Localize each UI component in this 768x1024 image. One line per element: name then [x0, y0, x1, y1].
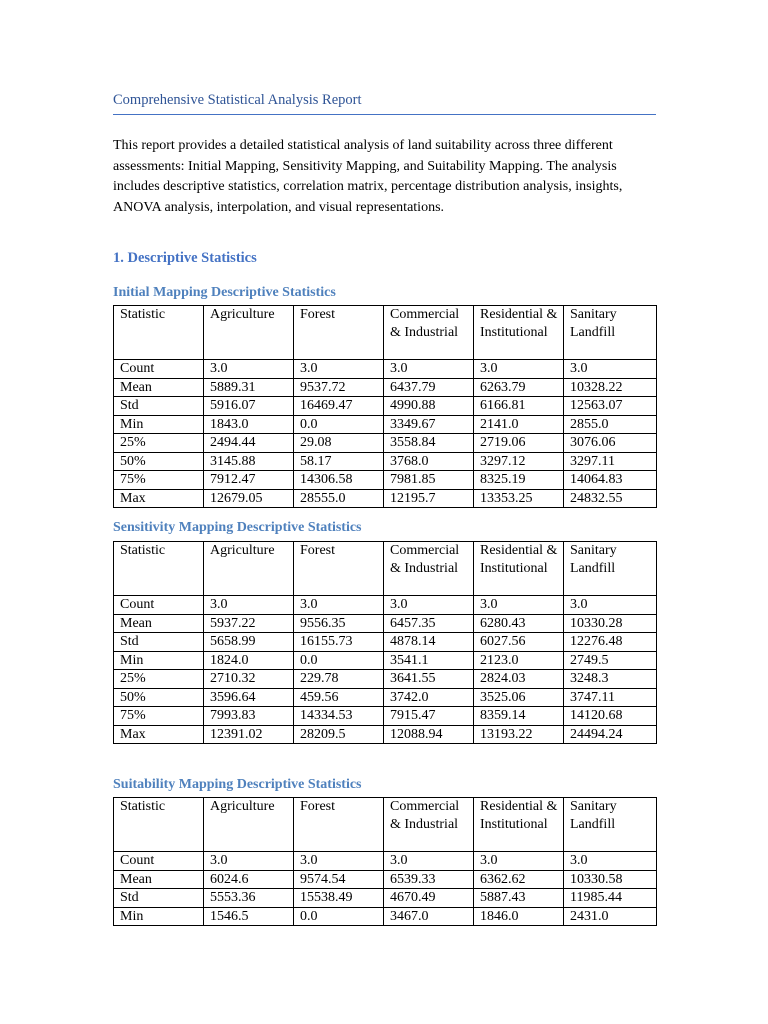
column-header-agriculture: Agriculture [204, 306, 294, 360]
commercial-industrial-cell: 4990.88 [384, 397, 474, 416]
report-title: Comprehensive Statistical Analysis Report [113, 92, 656, 115]
column-header-statistic: Statistic [114, 798, 204, 852]
agriculture-cell: 3.0 [204, 596, 294, 615]
commercial-industrial-cell: 7915.47 [384, 707, 474, 726]
forest-cell: 16469.47 [294, 397, 384, 416]
column-header-statistic: Statistic [114, 306, 204, 360]
column-header-residential-institutional: Residential & Institutional [474, 306, 564, 360]
sanitary-landfill-cell: 2431.0 [564, 907, 657, 926]
commercial-industrial-cell: 7981.85 [384, 471, 474, 490]
table-row [114, 633, 657, 652]
table-row [114, 725, 657, 744]
sanitary-landfill-cell: 3076.06 [564, 434, 657, 453]
column-header-residential-institutional: Residential & Institutional [474, 542, 564, 596]
residential-institutional-cell: 6280.43 [474, 614, 564, 633]
commercial-industrial-cell: 3641.55 [384, 670, 474, 689]
commercial-industrial-cell: 3.0 [384, 852, 474, 871]
column-header-forest: Forest [294, 306, 384, 360]
forest-cell: 16155.73 [294, 633, 384, 652]
statistic-cell: 75% [114, 707, 204, 726]
agriculture-cell: 5916.07 [204, 397, 294, 416]
statistic-cell: Mean [114, 614, 204, 633]
sanitary-landfill-cell: 3297.11 [564, 452, 657, 471]
forest-cell: 15538.49 [294, 889, 384, 908]
agriculture-cell: 6024.6 [204, 870, 294, 889]
column-header-commercial-industrial: Commercial & Industrial [384, 542, 474, 596]
table-row [114, 614, 657, 633]
statistic-cell: 75% [114, 471, 204, 490]
column-header-forest: Forest [294, 798, 384, 852]
forest-cell: 14334.53 [294, 707, 384, 726]
statistic-cell: 50% [114, 452, 204, 471]
agriculture-cell: 2710.32 [204, 670, 294, 689]
residential-institutional-cell: 3.0 [474, 360, 564, 379]
residential-institutional-cell: 2719.06 [474, 434, 564, 453]
residential-institutional-cell: 6027.56 [474, 633, 564, 652]
table-row [114, 596, 657, 615]
residential-institutional-cell: 3.0 [474, 596, 564, 615]
sanitary-landfill-cell: 3747.11 [564, 688, 657, 707]
section-heading-descriptive-statistics: 1. Descriptive Statistics [113, 250, 257, 266]
table-caption-initial-mapping: Initial Mapping Descriptive Statistics [113, 285, 336, 300]
commercial-industrial-cell: 6437.79 [384, 378, 474, 397]
forest-cell: 3.0 [294, 596, 384, 615]
table-row [114, 452, 657, 471]
residential-institutional-cell: 13193.22 [474, 725, 564, 744]
table-row [114, 707, 657, 726]
residential-institutional-cell: 2123.0 [474, 651, 564, 670]
statistic-cell: Std [114, 633, 204, 652]
column-header-forest: Forest [294, 542, 384, 596]
table-sensitivity-mapping [113, 541, 657, 744]
agriculture-cell: 1824.0 [204, 651, 294, 670]
forest-cell: 9537.72 [294, 378, 384, 397]
sanitary-landfill-cell: 3248.3 [564, 670, 657, 689]
forest-cell: 29.08 [294, 434, 384, 453]
table-row [114, 688, 657, 707]
table-row [114, 889, 657, 908]
sanitary-landfill-cell: 24494.24 [564, 725, 657, 744]
forest-cell: 0.0 [294, 651, 384, 670]
agriculture-cell: 5937.22 [204, 614, 294, 633]
residential-institutional-cell: 13353.25 [474, 489, 564, 508]
sanitary-landfill-cell: 10330.58 [564, 870, 657, 889]
residential-institutional-cell: 2141.0 [474, 415, 564, 434]
table-row [114, 378, 657, 397]
forest-cell: 0.0 [294, 907, 384, 926]
forest-cell: 28555.0 [294, 489, 384, 508]
sanitary-landfill-cell: 3.0 [564, 596, 657, 615]
sanitary-landfill-cell: 2855.0 [564, 415, 657, 434]
residential-institutional-cell: 3.0 [474, 852, 564, 871]
forest-cell: 9556.35 [294, 614, 384, 633]
sanitary-landfill-cell: 14120.68 [564, 707, 657, 726]
sanitary-landfill-cell: 10328.22 [564, 378, 657, 397]
agriculture-cell: 3145.88 [204, 452, 294, 471]
residential-institutional-cell: 8359.14 [474, 707, 564, 726]
residential-institutional-cell: 8325.19 [474, 471, 564, 490]
statistic-cell: Std [114, 397, 204, 416]
sanitary-landfill-cell: 14064.83 [564, 471, 657, 490]
commercial-industrial-cell: 3467.0 [384, 907, 474, 926]
statistic-cell: Min [114, 415, 204, 434]
agriculture-cell: 5889.31 [204, 378, 294, 397]
sanitary-landfill-cell: 11985.44 [564, 889, 657, 908]
residential-institutional-cell: 6362.62 [474, 870, 564, 889]
commercial-industrial-cell: 3.0 [384, 596, 474, 615]
statistic-cell: Count [114, 360, 204, 379]
agriculture-cell: 3.0 [204, 360, 294, 379]
column-header-sanitary-landfill: Sanitary Landfill [564, 542, 657, 596]
sanitary-landfill-cell: 10330.28 [564, 614, 657, 633]
column-header-sanitary-landfill: Sanitary Landfill [564, 306, 657, 360]
column-header-agriculture: Agriculture [204, 798, 294, 852]
agriculture-cell: 5553.36 [204, 889, 294, 908]
agriculture-cell: 3.0 [204, 852, 294, 871]
table-row [114, 434, 657, 453]
commercial-industrial-cell: 12195.7 [384, 489, 474, 508]
commercial-industrial-cell: 3768.0 [384, 452, 474, 471]
table-caption-sensitivity-mapping: Sensitivity Mapping Descriptive Statistics [113, 520, 362, 535]
table-row [114, 651, 657, 670]
table-row [114, 397, 657, 416]
agriculture-cell: 12391.02 [204, 725, 294, 744]
table-row [114, 360, 657, 379]
residential-institutional-cell: 1846.0 [474, 907, 564, 926]
statistic-cell: Max [114, 489, 204, 508]
table-row [114, 415, 657, 434]
report-intro: This report provides a detailed statistical analysis of land suitability across three different assessments: Initial Mapping, Sensitivity Mapping, and Suitability Mapping. The analysis includes descriptive statistics, correlation matrix, percentage distribution analysis, insights, ANOVA analysis, interpolation, and visual representations. [113, 138, 623, 216]
sanitary-landfill-cell: 2749.5 [564, 651, 657, 670]
residential-institutional-cell: 3297.12 [474, 452, 564, 471]
column-header-commercial-industrial: Commercial & Industrial [384, 306, 474, 360]
statistic-cell: Std [114, 889, 204, 908]
commercial-industrial-cell: 3558.84 [384, 434, 474, 453]
agriculture-cell: 3596.64 [204, 688, 294, 707]
table-row [114, 471, 657, 490]
forest-cell: 28209.5 [294, 725, 384, 744]
commercial-industrial-cell: 3541.1 [384, 651, 474, 670]
table-header-row [114, 798, 657, 852]
table-header-row [114, 542, 657, 596]
table-suitability-mapping [113, 797, 657, 926]
agriculture-cell: 7912.47 [204, 471, 294, 490]
agriculture-cell: 2494.44 [204, 434, 294, 453]
column-header-statistic: Statistic [114, 542, 204, 596]
statistic-cell: Count [114, 596, 204, 615]
residential-institutional-cell: 6166.81 [474, 397, 564, 416]
residential-institutional-cell: 2824.03 [474, 670, 564, 689]
table-initial-mapping [113, 305, 657, 508]
column-header-residential-institutional: Residential & Institutional [474, 798, 564, 852]
sanitary-landfill-cell: 24832.55 [564, 489, 657, 508]
table-row [114, 870, 657, 889]
column-header-agriculture: Agriculture [204, 542, 294, 596]
statistic-cell: Mean [114, 378, 204, 397]
table-row [114, 489, 657, 508]
table-row [114, 852, 657, 871]
forest-cell: 3.0 [294, 360, 384, 379]
forest-cell: 9574.54 [294, 870, 384, 889]
column-header-sanitary-landfill: Sanitary Landfill [564, 798, 657, 852]
statistic-cell: 50% [114, 688, 204, 707]
agriculture-cell: 1843.0 [204, 415, 294, 434]
sanitary-landfill-cell: 3.0 [564, 360, 657, 379]
agriculture-cell: 7993.83 [204, 707, 294, 726]
forest-cell: 459.56 [294, 688, 384, 707]
commercial-industrial-cell: 6539.33 [384, 870, 474, 889]
statistic-cell: Mean [114, 870, 204, 889]
table-row [114, 670, 657, 689]
commercial-industrial-cell: 12088.94 [384, 725, 474, 744]
commercial-industrial-cell: 6457.35 [384, 614, 474, 633]
commercial-industrial-cell: 3349.67 [384, 415, 474, 434]
statistic-cell: 25% [114, 670, 204, 689]
agriculture-cell: 12679.05 [204, 489, 294, 508]
residential-institutional-cell: 5887.43 [474, 889, 564, 908]
sanitary-landfill-cell: 3.0 [564, 852, 657, 871]
sanitary-landfill-cell: 12276.48 [564, 633, 657, 652]
statistic-cell: Count [114, 852, 204, 871]
forest-cell: 3.0 [294, 852, 384, 871]
statistic-cell: Min [114, 907, 204, 926]
agriculture-cell: 5658.99 [204, 633, 294, 652]
statistic-cell: Min [114, 651, 204, 670]
commercial-industrial-cell: 4670.49 [384, 889, 474, 908]
forest-cell: 58.17 [294, 452, 384, 471]
column-header-commercial-industrial: Commercial & Industrial [384, 798, 474, 852]
table-row [114, 907, 657, 926]
statistic-cell: Max [114, 725, 204, 744]
statistic-cell: 25% [114, 434, 204, 453]
residential-institutional-cell: 6263.79 [474, 378, 564, 397]
table-caption-suitability-mapping: Suitability Mapping Descriptive Statistics [113, 777, 362, 792]
commercial-industrial-cell: 4878.14 [384, 633, 474, 652]
forest-cell: 14306.58 [294, 471, 384, 490]
residential-institutional-cell: 3525.06 [474, 688, 564, 707]
agriculture-cell: 1546.5 [204, 907, 294, 926]
commercial-industrial-cell: 3.0 [384, 360, 474, 379]
table-header-row [114, 306, 657, 360]
sanitary-landfill-cell: 12563.07 [564, 397, 657, 416]
commercial-industrial-cell: 3742.0 [384, 688, 474, 707]
forest-cell: 229.78 [294, 670, 384, 689]
forest-cell: 0.0 [294, 415, 384, 434]
